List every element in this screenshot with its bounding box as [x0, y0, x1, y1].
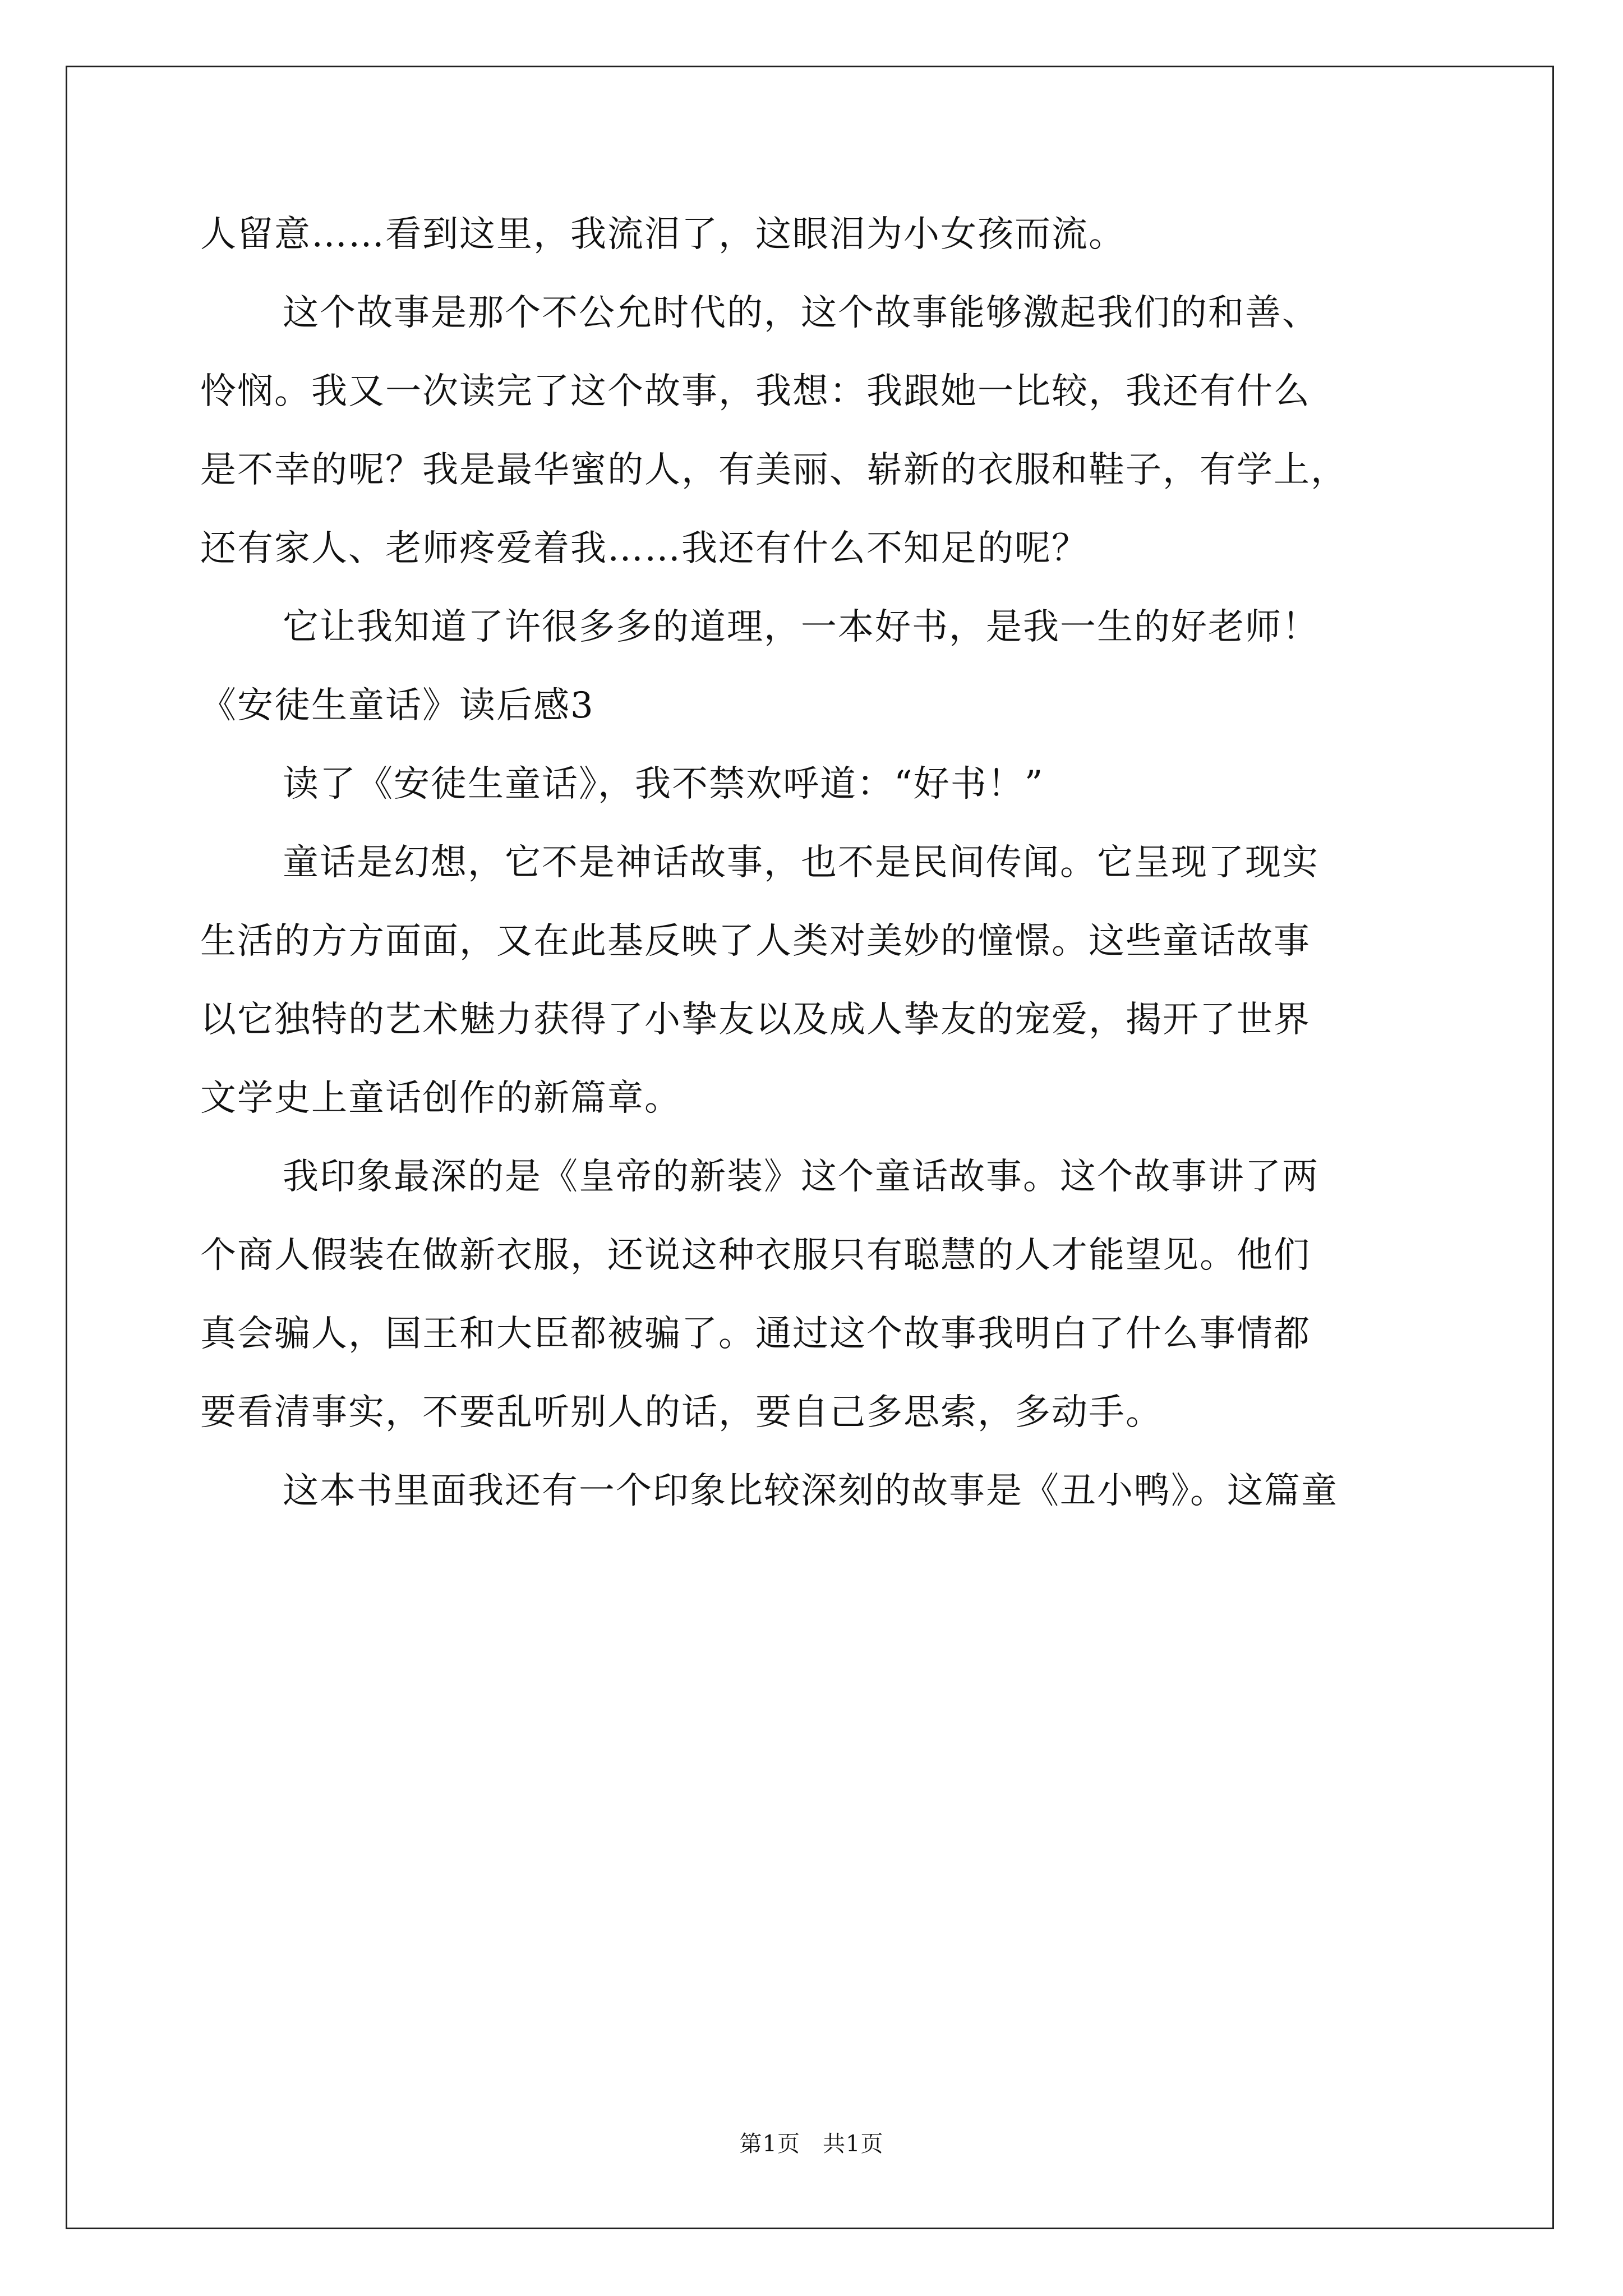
text-line: 读了《安徒生童话》，我不禁欢呼道：“好书！”	[283, 763, 1044, 805]
text-line: 个商人假装在做新衣服，还说这种衣服只有聪慧的人才能望见。他们	[200, 1235, 1311, 1276]
text-line: 真会骗人，国王和大臣都被骗了。通过这个故事我明白了什么事情都	[200, 1313, 1311, 1355]
text-line: 怜悯。我又一次读完了这个故事，我想：我跟她一比较，我还有什么	[200, 371, 1311, 412]
text-line: 是不幸的呢？我是最华蜜的人，有美丽、崭新的衣服和鞋子，有学上，	[200, 449, 1348, 491]
text-line: 以它独特的艺术魅力获得了小挚友以及成人挚友的宠爱，揭开了世界	[200, 999, 1311, 1041]
page-total: 共1页	[823, 2131, 884, 2157]
text-line: 这个故事是那个不公允时代的，这个故事能够激起我们的和善、	[283, 292, 1319, 334]
text-line: 童话是幻想，它不是神话故事，也不是民间传闻。它呈现了现实	[283, 842, 1319, 884]
text-line: 要看清事实，不要乱听别人的话，要自己多思索，多动手。	[200, 1392, 1163, 1433]
page-number: 第1页	[739, 2131, 800, 2157]
text-line: 我印象最深的是《皇帝的新装》这个童话故事。这个故事讲了两	[283, 1156, 1319, 1198]
text-line: 还有家人、老师疼爱着我……我还有什么不知足的呢？	[200, 528, 1089, 569]
page-footer	[0, 2128, 1623, 2160]
text-line: 生活的方方面面，又在此基反映了人类对美妙的憧憬。这些童话故事	[200, 921, 1311, 962]
text-line: 文学史上童话创作的新篇章。	[200, 1078, 681, 1119]
text-line: 人留意……看到这里，我流泪了，这眼泪为小女孩而流。	[200, 214, 1126, 255]
text-line: 它让我知道了许很多多的道理，一本好书，是我一生的好老师！	[283, 606, 1319, 648]
text-line: 这本书里面我还有一个印象比较深刻的故事是《丑小鸭》。这篇童	[283, 1470, 1338, 1512]
section-heading: 《安徒生童话》读后感3	[200, 685, 594, 726]
